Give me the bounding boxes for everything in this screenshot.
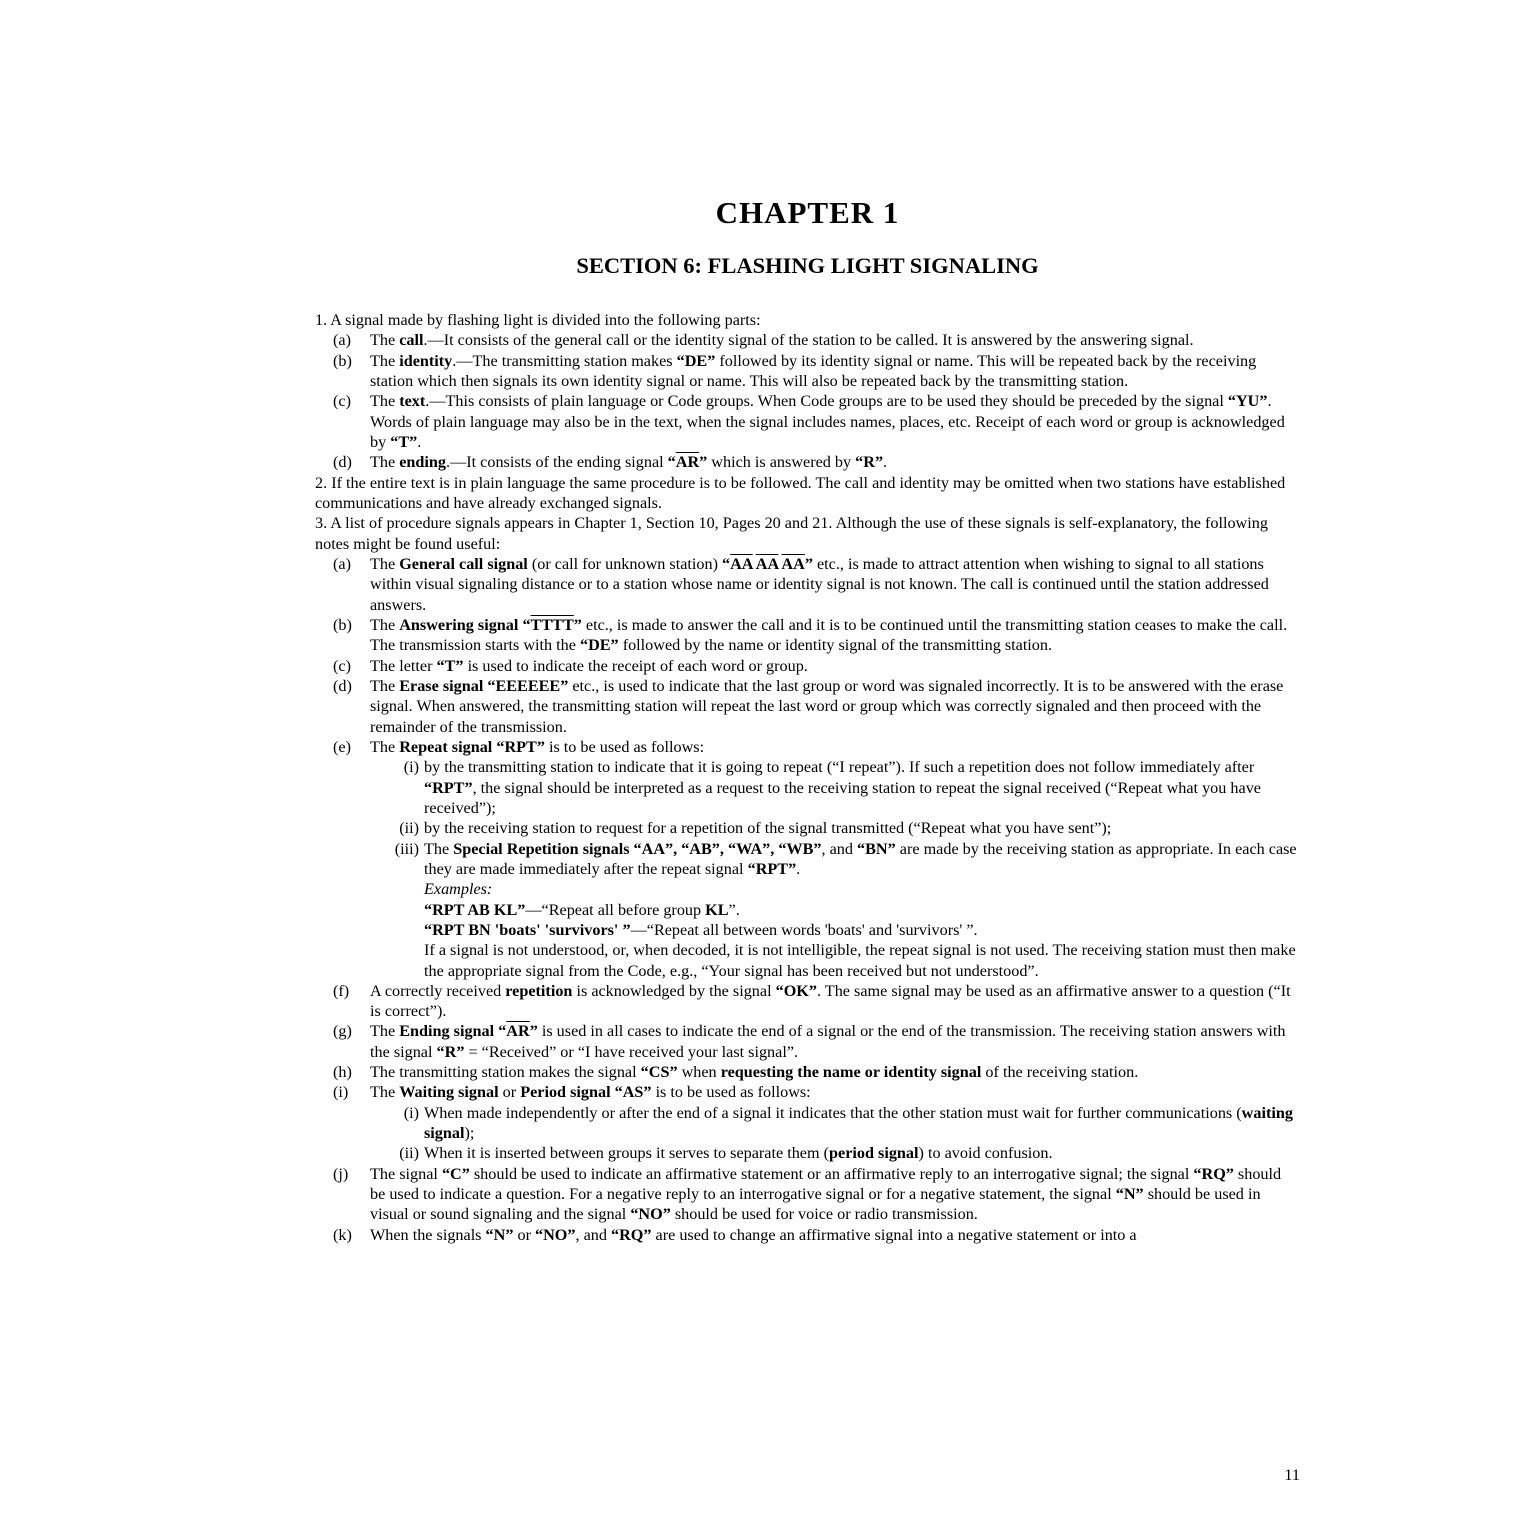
lettered-item bbox=[315, 737, 1300, 757]
item-marker: (f) bbox=[333, 981, 350, 1000]
lettered-item bbox=[315, 1164, 1300, 1225]
paragraph-2: 2. If the entire text is in plain language the same procedure is to be followed. The call and identity may be omitted when two stations have established communications and have already exchanged signals. bbox=[315, 473, 1286, 512]
item-marker: (e) bbox=[333, 737, 351, 756]
roman-item bbox=[370, 757, 1300, 818]
item-text: The call.—It consists of the general call or the identity signal of the station to be called. It is answered by the answering signal. bbox=[370, 331, 1194, 350]
item-marker: (b) bbox=[333, 615, 352, 634]
item-marker: (iii) bbox=[394, 839, 419, 858]
item-text: The Erase signal “EEEEEE” etc., is used to indicate that the last group or word was signaled incorrectly. It is to be answered with the erase signal. When answered, the transmitting station will repeat the last word or group which was correctly signaled and then proceed with the remainder of the transmission. bbox=[370, 676, 1284, 736]
lettered-item bbox=[315, 1082, 1300, 1102]
item-text: The ending.—It consists of the ending signal “$\overline{AR}$” which is answered by “R”. bbox=[370, 453, 888, 472]
item-marker: (ii) bbox=[399, 1144, 419, 1163]
item-marker: (c) bbox=[333, 656, 351, 675]
roman-item bbox=[370, 818, 1300, 838]
lettered-item bbox=[315, 676, 1300, 737]
roman-item-wrap bbox=[315, 839, 1300, 981]
lettered-item bbox=[315, 391, 1300, 452]
item-text: When made independently or after the end of a signal it indicates that the other station must wait for further communications (waiting signal); bbox=[424, 1103, 1293, 1143]
item-marker: (i) bbox=[403, 758, 419, 777]
lettered-item bbox=[315, 615, 1300, 656]
item-marker: (d) bbox=[333, 676, 352, 695]
item-text: The letter “T” is used to indicate the receipt of each word or group. bbox=[370, 656, 808, 675]
item-text: by the transmitting station to indicate that it is going to repeat (“I repeat”). If such a repetition does not follow immediately after “RPT”, the signal should be interpreted as a request to the receiving station to repeat the signal received (“Repeat what you have received”); bbox=[424, 758, 1261, 817]
example-line: If a signal is not understood, or, when decoded, it is not intelligible, the repeat signal is not used. The receiving station must then make the appropriate signal from the Code, e.g., “Your signal has been received but not understood”. bbox=[424, 941, 1296, 980]
item-text: The Waiting signal or Period signal “AS” is to be used as follows: bbox=[370, 1083, 811, 1102]
lettered-item bbox=[315, 1021, 1300, 1062]
lettered-item bbox=[315, 656, 1300, 676]
lettered-item bbox=[315, 351, 1300, 392]
item-marker: (d) bbox=[333, 453, 352, 472]
page-number: 11 bbox=[1284, 1466, 1300, 1484]
item-text: The Special Repetition signals “AA”, “AB”, “WA”, “WB”, and “BN” are made by the receiving station as appropriate. In each case they are made immediately after the repeat signal “RPT”. bbox=[424, 839, 1297, 878]
roman-item bbox=[370, 1103, 1300, 1144]
item-text: When it is inserted between groups it serves to separate them (period signal) to avoid confusion. bbox=[424, 1144, 1053, 1163]
roman-item-wrap bbox=[315, 1103, 1300, 1144]
item-marker: (h) bbox=[333, 1063, 352, 1082]
item-text: The Ending signal “$\overline{AR}$” is used in all cases to indicate the end of a signal or the end of the transmission. The receiving station answers with the signal “R” = “Received” or “I have received your last signal”. bbox=[370, 1022, 1286, 1061]
paragraph-1: 1. A signal made by flashing light is divided into the following parts: bbox=[315, 311, 761, 329]
lettered-item bbox=[315, 1062, 1300, 1082]
item-text: The text.—This consists of plain language or Code groups. When Code groups are to be used they should be preceded by the signal “YU”. Words of plain language may also be in the text, when the signal includes names, places, etc. Receipt of each word or group is acknowledged by “T”. bbox=[370, 392, 1285, 451]
list-3 bbox=[315, 554, 1300, 1245]
item-marker: (b) bbox=[333, 351, 352, 370]
item-text: The Answering signal “TTTT” etc., is made to answer the call and it is to be continued until the transmitting station ceases to make the call. The transmission starts with the “DE” followed by the name or identity signal of the transmitting station. bbox=[370, 615, 1288, 655]
item-text: The identity.—The transmitting station makes “DE” followed by its identity signal or name. This will be repeated back by the receiving station which then signals its own identity signal or name. This will also be repeated back by the transmitting station. bbox=[370, 351, 1257, 390]
roman-item-wrap bbox=[315, 1143, 1300, 1163]
example-line: “RPT AB KL”—“Repeat all before group KL”. bbox=[424, 900, 740, 919]
item-marker: (a) bbox=[333, 554, 351, 573]
roman-item bbox=[370, 839, 1300, 981]
item-marker: (c) bbox=[333, 392, 351, 411]
item-marker: (k) bbox=[333, 1225, 352, 1244]
lettered-item bbox=[315, 452, 1300, 472]
example-line: Examples: bbox=[424, 880, 493, 899]
item-marker: (ii) bbox=[399, 819, 419, 838]
example-line: “RPT BN 'boats' 'survivors' ”—“Repeat all between words 'boats' and 'survivors' ”. bbox=[424, 920, 978, 939]
item-text: When the signals “N” or “NO”, and “RQ” are used to change an affirmative signal into a negative statement or into a bbox=[370, 1225, 1137, 1244]
roman-item-wrap bbox=[315, 818, 1300, 838]
item-text: The signal “C” should be used to indicate an affirmative statement or an affirmative reply to an interrogative signal; the signal “RQ” should be used to indicate a question. For a negative reply to an interrogative signal or for a negative statement, the signal “N” should be used in visual or sound signaling and the signal “NO” should be used for voice or radio transmission. bbox=[370, 1164, 1282, 1224]
item-text: The Repeat signal “RPT” is to be used as follows: bbox=[370, 737, 705, 756]
lettered-item bbox=[315, 330, 1300, 350]
item-text: A correctly received repetition is acknowledged by the signal “OK”. The same signal may be used as an affirmative answer to a question (“It is correct”). bbox=[370, 981, 1291, 1021]
item-text: The General call signal (or call for unknown station) “$\overline{AA}$ $\overline{AA}$ $\overline{AA}$” etc., is made to attract attention when wishing to signal to all stations within visual signaling distance or to a station whose name or identity signal is not known. The call is continued until the station addressed answers. bbox=[370, 554, 1269, 614]
roman-item bbox=[370, 1143, 1300, 1163]
item-marker: (g) bbox=[333, 1022, 352, 1041]
roman-item-wrap bbox=[315, 757, 1300, 818]
item-marker: (i) bbox=[333, 1083, 349, 1102]
document-body bbox=[315, 310, 1300, 1245]
item-marker: (j) bbox=[333, 1164, 349, 1183]
list-1 bbox=[315, 330, 1300, 472]
item-text: The transmitting station makes the signal “CS” when requesting the name or identity signal of the receiving station. bbox=[370, 1063, 1139, 1082]
lettered-item bbox=[315, 554, 1300, 615]
item-text: by the receiving station to request for a repetition of the signal transmitted (“Repeat what you have sent”); bbox=[424, 819, 1112, 838]
lettered-item bbox=[315, 1225, 1300, 1245]
item-marker: (a) bbox=[333, 331, 351, 350]
item-marker: (i) bbox=[403, 1103, 419, 1122]
lettered-item bbox=[315, 981, 1300, 1022]
paragraph-3: 3. A list of procedure signals appears in Chapter 1, Section 10, Pages 20 and 21. Although the use of these signals is self-explanatory, the following notes might be found useful: bbox=[315, 514, 1268, 553]
section-title: SECTION 6: FLASHING LIGHT SIGNALING bbox=[576, 253, 1039, 278]
chapter-title: CHAPTER 1 bbox=[715, 195, 900, 230]
